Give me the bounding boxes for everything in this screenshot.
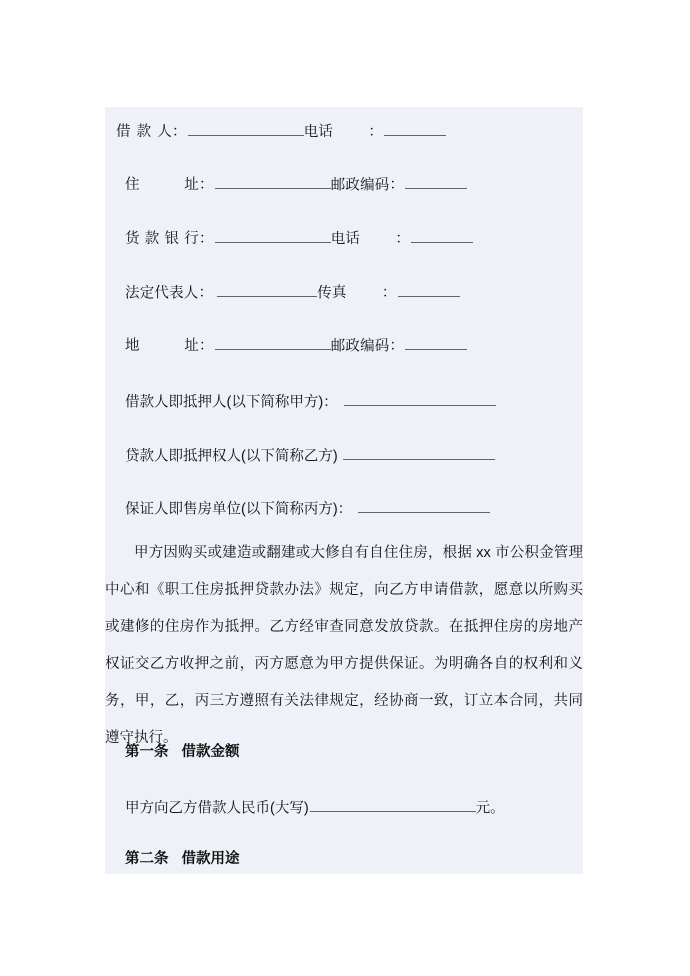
party-label-party-c: 保证人即售房单位(以下简称丙方)：	[125, 501, 353, 518]
colon: ：	[395, 231, 411, 248]
field-blank-fax[interactable]	[398, 283, 460, 297]
colon: ：	[172, 124, 187, 141]
field-label-fax: 传	[317, 285, 332, 302]
field-label-phone: 电	[330, 231, 346, 248]
field-blank-address[interactable]	[215, 175, 331, 189]
loan-amount-blank[interactable]	[310, 798, 476, 812]
form-row-lending-bank	[125, 229, 473, 247]
form-row-address-2	[125, 336, 467, 354]
clause-body-1	[125, 798, 505, 816]
field-label-address-2: 地 址	[125, 338, 199, 355]
field-label-fax-tail: 真	[331, 285, 347, 302]
colon: ：	[389, 177, 405, 194]
field-label-address: 住 址	[125, 177, 199, 194]
colon: ：	[368, 124, 384, 141]
field-label-legal-representative: 法定代表人	[125, 285, 199, 302]
colon: ：	[381, 285, 397, 302]
colon: ：	[199, 231, 214, 248]
clause-number-1: 第一条	[125, 744, 169, 760]
loan-amount-prefix: 甲方向乙方借款人民币(大写)	[125, 800, 309, 817]
colon: ：	[389, 338, 405, 355]
party-row-party-a	[125, 392, 496, 410]
clause-title-2: 借款用途	[181, 851, 240, 867]
field-label-phone: 电	[303, 124, 319, 141]
field-blank-legal-representative[interactable]	[217, 283, 317, 297]
field-blank-address-2[interactable]	[215, 336, 331, 350]
field-blank-phone[interactable]	[384, 122, 446, 136]
form-row-borrower	[116, 122, 446, 140]
form-row-legal-representative	[125, 283, 460, 301]
colon: ：	[199, 177, 214, 194]
field-label-lending-bank: 货款银行	[125, 231, 199, 248]
field-blank-lending-bank[interactable]	[215, 229, 331, 243]
clause-heading-1	[125, 745, 240, 760]
form-row-address	[125, 175, 467, 193]
party-blank-party-c[interactable]	[358, 499, 490, 513]
field-label-phone-tail: 话	[318, 124, 334, 141]
recital-paragraph: 甲方因购买或建造或翻建或大修自有自住住房，根据 xx 市公积金管理中心和《职工住房抵押贷款办法》规定，向乙方申请借款，愿意以所购买或建修的住房作为抵押。乙方经审查同意发放贷款。在抵押住房的房地产权证交乙方收押之前，丙方愿意为甲方提供保证。为明确各自的权利和义务，甲，乙，丙三方遵照有关法律规定，经协商一致，订立本合同，共同遵守执行。	[105, 545, 583, 746]
field-blank-postcode-2[interactable]	[405, 336, 467, 350]
document-sheet	[105, 107, 583, 874]
clause-heading-2	[125, 852, 240, 867]
party-blank-party-a[interactable]	[344, 392, 496, 406]
colon: ：	[199, 338, 214, 355]
loan-amount-suffix: 元。	[475, 800, 505, 817]
party-label-party-b: 贷款人即抵押权人(以下简称乙方)	[125, 448, 338, 465]
clause-title-1: 借款金额	[181, 744, 240, 760]
field-label-phone-tail: 话	[345, 231, 361, 248]
party-row-party-c	[125, 499, 490, 517]
field-label-postcode-2: 邮政编码	[330, 338, 390, 355]
party-blank-party-b[interactable]	[343, 446, 495, 460]
field-blank-bank-phone[interactable]	[411, 229, 473, 243]
party-label-party-a: 借款人即抵押人(以下简称甲方)：	[125, 394, 338, 411]
field-blank-borrower[interactable]	[188, 122, 304, 136]
field-blank-postcode[interactable]	[405, 175, 467, 189]
colon: ：	[198, 285, 214, 302]
field-label-borrower: 借 款 人	[116, 124, 172, 141]
field-label-postcode: 邮政编码	[330, 177, 390, 194]
party-row-party-b	[125, 446, 495, 464]
clause-number-2: 第二条	[125, 851, 169, 867]
